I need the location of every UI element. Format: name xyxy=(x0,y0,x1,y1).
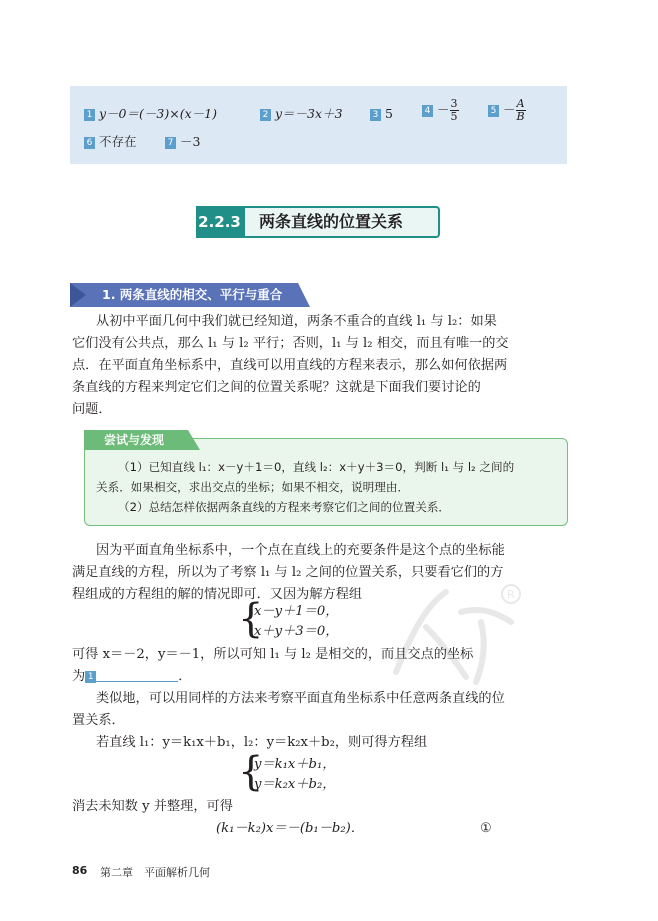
page-number: 86 xyxy=(72,864,88,877)
answer-sign: － xyxy=(503,102,516,117)
section-title: 两条直线的位置关系 xyxy=(243,206,440,238)
system-1-eq-1: x－y＋1＝0， xyxy=(254,604,339,619)
denominator: 5 xyxy=(450,110,458,123)
equation-1-label: ① xyxy=(480,821,492,836)
answer-text: 不存在 xyxy=(99,134,137,149)
numerator: A xyxy=(516,97,525,110)
answer-badge: 6 xyxy=(84,137,95,149)
intro-line-5: 问题． xyxy=(72,402,112,417)
answer-7 xyxy=(165,134,200,150)
system-2-eq-1: y＝k₁x＋b₁， xyxy=(254,757,336,772)
answer-panel xyxy=(70,86,567,164)
body-line-2: 满足直线的方程，所以为了考察 l₁ 与 l₂ 之间的位置关系，只要看它们的方 xyxy=(72,565,504,580)
intro-line-2: 它们没有公共点，那么 l₁ 与 l₂ 平行；否则，l₁ 与 l₂ 相交，而且有唯一的交 xyxy=(72,336,509,351)
answer-blank-badge: 1 xyxy=(85,671,96,683)
body-line-9: 消去未知数 y 并整理，可得 xyxy=(72,799,233,814)
text-prefix: 为 xyxy=(72,669,86,684)
answer-badge: 1 xyxy=(84,109,95,121)
body-line-5 xyxy=(72,667,191,687)
try-discover-label: 尝试与发现 xyxy=(104,433,165,447)
try-line-1: （1）已知直线 l₁：x－y＋1＝0，直线 l₂：x＋y＋3＝0，判断 l₁ 与 l₂ 之间的 xyxy=(118,460,515,474)
answer-text: y－0＝(－3)×(x－1) xyxy=(99,106,217,121)
answer-badge: 4 xyxy=(422,105,433,117)
svg-text:R: R xyxy=(507,588,515,601)
answer-fraction xyxy=(450,98,459,123)
body-line-3: 程组成的方程组的解的情况即可．又因为解方程组 xyxy=(72,587,363,602)
numerator: 3 xyxy=(450,97,458,110)
body-line-1: 因为平面直角坐标系中，一个点在直线上的充要条件是这个点的坐标能 xyxy=(96,543,505,558)
answer-text: 5 xyxy=(385,106,393,121)
publisher-watermark xyxy=(386,582,526,692)
answer-sign: － xyxy=(437,102,450,117)
answer-3 xyxy=(370,106,393,122)
body-line-6: 类似地，可以用同样的方法来考察平面直角坐标系中任意两条直线的位 xyxy=(96,691,505,706)
answer-blank xyxy=(96,667,178,682)
try-line-3: （2）总结怎样依据两条直线的方程来考察它们之间的位置关系． xyxy=(118,500,451,514)
body-line-8: 若直线 l₁：y＝k₁x＋b₁，l₂：y＝k₂x＋b₂，则可得方程组 xyxy=(96,735,428,750)
intro-line-3: 点．在平面直角坐标系中，直线可以用直线的方程来表示，那么如何依据两 xyxy=(72,358,508,373)
intro-line-4: 条直线的方程来判定它们之间的位置关系呢？这就是下面我们要讨论的 xyxy=(72,380,481,395)
answer-6 xyxy=(84,134,137,150)
intro-line-1: 从初中平面几何中我们就已经知道，两条不重合的直线 l₁ 与 l₂：如果 xyxy=(96,314,497,329)
answer-2 xyxy=(260,106,343,122)
equation-1: (k₁－k₂)x＝－(b₁－b₂)． xyxy=(216,821,364,836)
answer-text: y＝－3x＋3 xyxy=(275,106,343,121)
answer-badge: 5 xyxy=(488,105,499,117)
answer-1 xyxy=(84,106,217,122)
system-2-eq-2: y＝k₂x＋b₂， xyxy=(254,777,336,792)
answer-badge: 2 xyxy=(260,109,271,121)
answer-badge: 3 xyxy=(370,109,381,121)
section-number: 2.2.3 xyxy=(196,206,243,238)
subsection-title: 1. 两条直线的相交、平行与重合 xyxy=(102,287,283,302)
answer-badge: 7 xyxy=(165,137,176,149)
answer-text: －3 xyxy=(180,134,201,149)
chapter-label: 第二章 平面解析几何 xyxy=(100,866,210,879)
try-line-2: 关系．如果相交，求出交点的坐标；如果不相交，说明理由． xyxy=(96,480,410,494)
denominator: B xyxy=(516,110,525,123)
system-brace-1: { xyxy=(238,596,264,642)
answer-fraction xyxy=(516,98,526,123)
body-line-7: 置关系． xyxy=(72,713,125,728)
system-1-eq-2: x＋y＋3＝0， xyxy=(254,624,339,639)
text-suffix: ． xyxy=(178,669,192,684)
system-brace-2: { xyxy=(238,749,264,795)
answer-5 xyxy=(488,98,526,123)
body-line-4: 可得 x＝－2，y＝－1，所以可知 l₁ 与 l₂ 是相交的，而且交点的坐标 xyxy=(72,647,474,662)
answer-4 xyxy=(422,98,459,123)
